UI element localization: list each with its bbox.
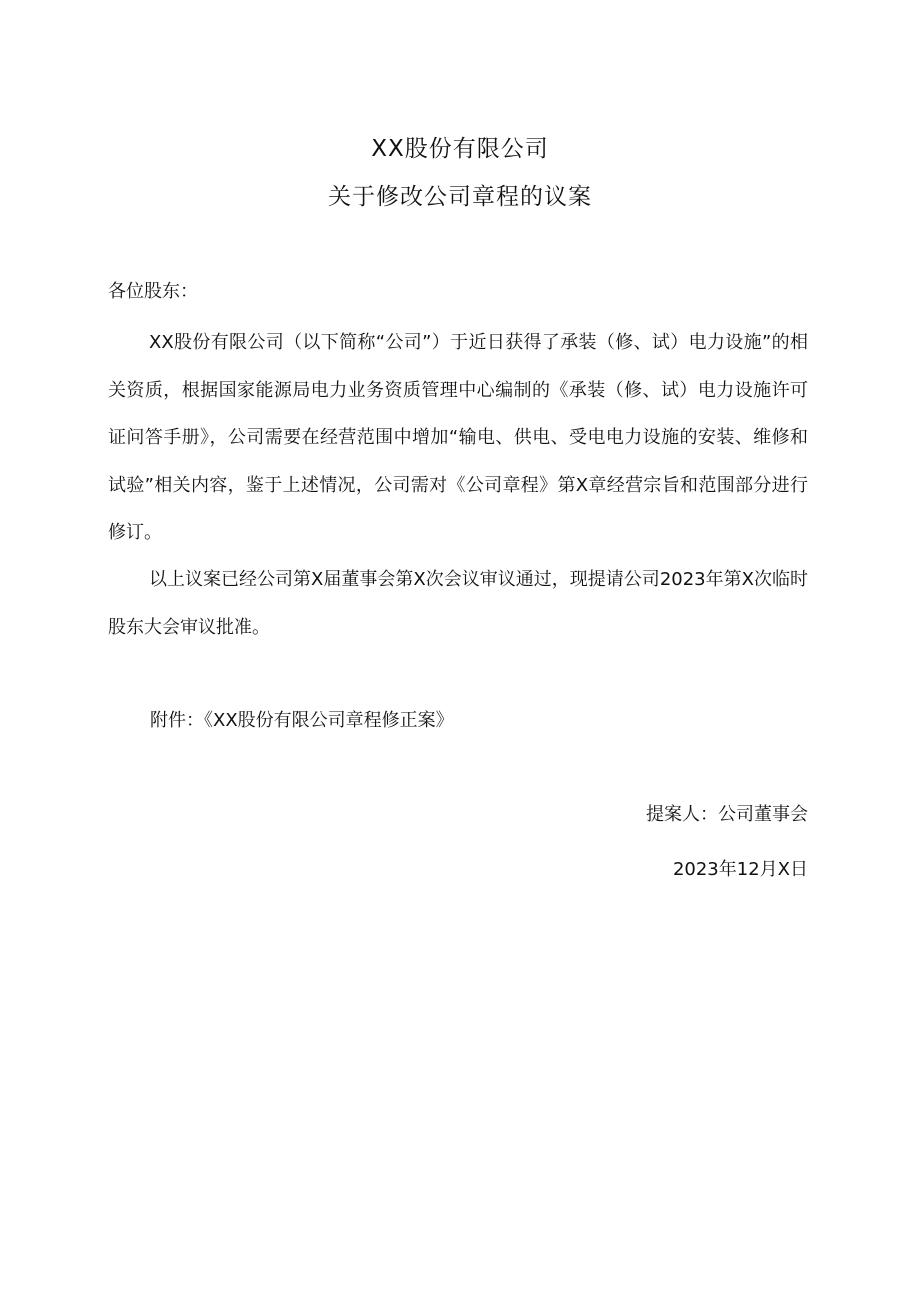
document-date: 2023年12月X日 <box>672 859 808 880</box>
document-title: XX股份有限公司 <box>371 136 549 162</box>
salutation: 各位股东： <box>108 281 198 302</box>
body-paragraph-2: 以上议案已经公司第X届董事会第X次会议审议通过，现提请公司2023年第X次临时股东大会审议批准。 <box>108 569 808 638</box>
attachment-line: 附件：《XX股份有限公司章程修正案》 <box>150 710 454 731</box>
document-subtitle: 关于修改公司章程的议案 <box>328 184 592 210</box>
body-paragraph-1: XX股份有限公司（以下简称“公司”）于近日获得了承装（修、试）电力设施”的相关资质，根据国家能源局电力业务资质管理中心编制的《承装（修、试）电力设施许可证问答手册》，公司需要在经营范围中增加“输电、供电、受电电力设施的安装、维修和试验”相关内容，鉴于上述情况，公司需对《公司章程》第X章经营宗旨和范围部分进行修订。 <box>108 332 808 543</box>
proposer-signature: 提案人：公司董事会 <box>646 804 808 825</box>
